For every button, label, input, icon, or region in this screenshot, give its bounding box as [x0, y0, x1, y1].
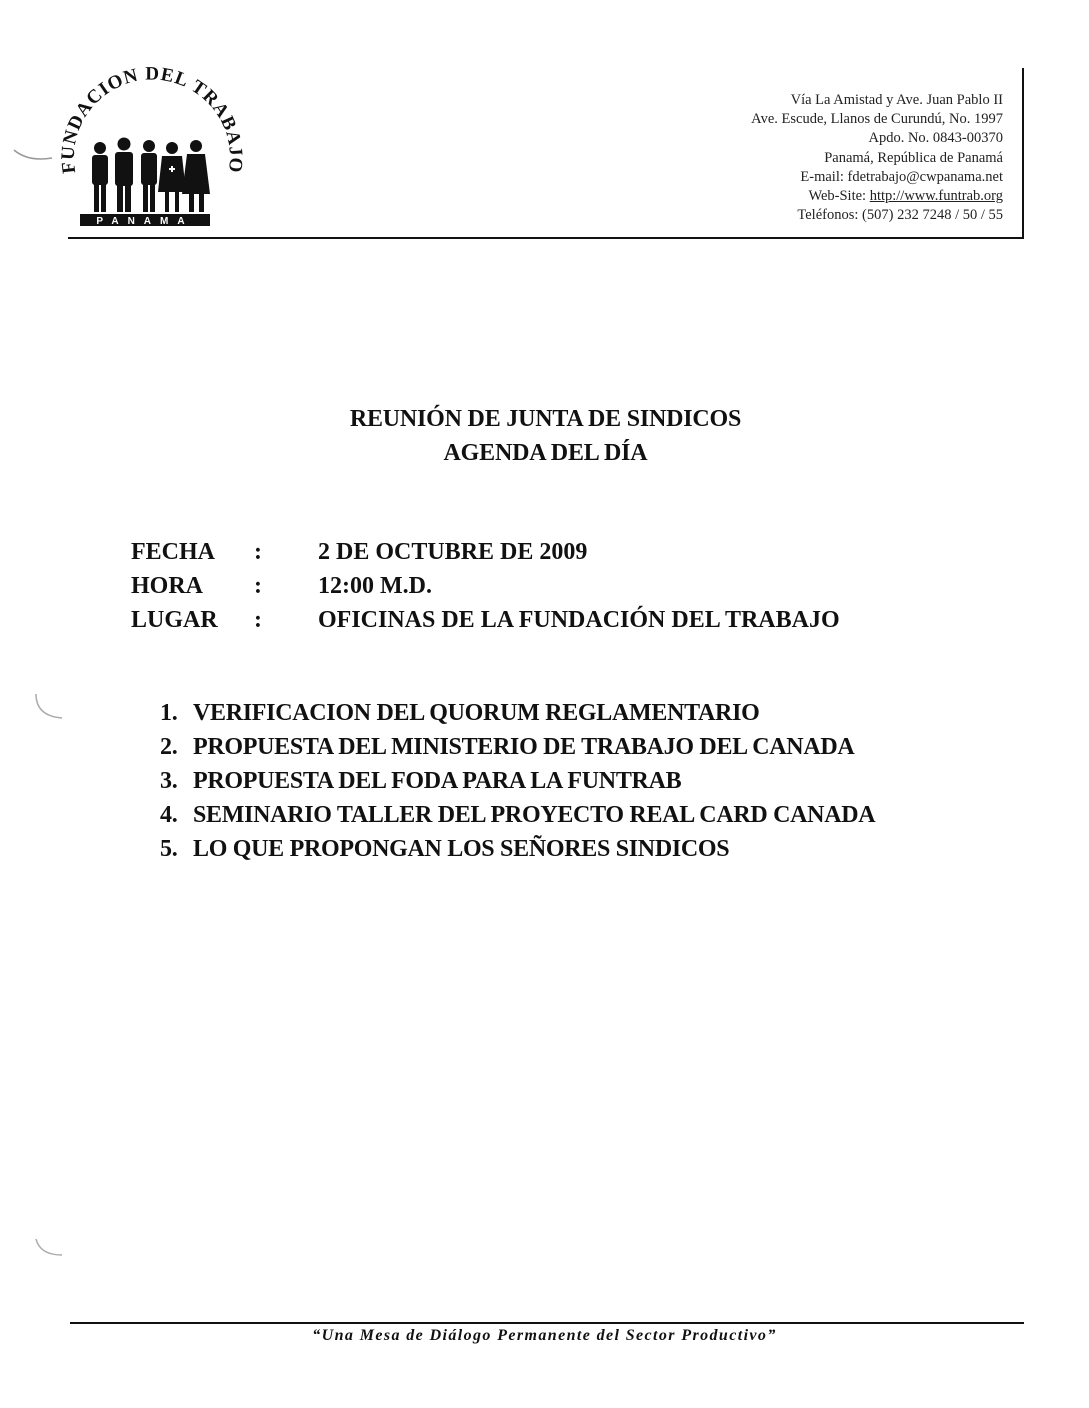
agenda-item-number: 1. — [160, 700, 178, 726]
time-label: HORA — [131, 573, 203, 599]
document-title: REUNIÓN DE JUNTA DE SINDICOS — [349, 406, 742, 432]
phone-numbers: (507) 232 7248 / 50 / 55 — [862, 207, 1003, 224]
agenda-item-text: PROPUESTA DEL MINISTERIO DE TRABAJO DEL CANADA — [193, 734, 855, 760]
workers-figures-icon — [92, 138, 210, 213]
time-separator: : — [254, 573, 262, 599]
place-separator: : — [254, 607, 262, 633]
agenda-item-number: 3. — [160, 768, 178, 794]
agenda-item-number: 2. — [160, 734, 178, 760]
website-line — [583, 187, 1003, 206]
website-link[interactable]: http://www.funtrab.org — [869, 188, 1003, 205]
address-block — [583, 91, 1003, 225]
agenda-item-text: PROPUESTA DEL FODA PARA LA FUNTRAB — [193, 768, 682, 794]
footer-divider — [70, 1322, 1024, 1324]
place-label: LUGAR — [131, 607, 218, 633]
scan-mark-icon — [30, 690, 70, 730]
scan-mark-icon — [30, 1235, 70, 1265]
phone-line — [583, 206, 1003, 225]
date-value: 2 DE OCTUBRE DE 2009 — [318, 539, 588, 565]
address-line-2: Ave. Escude, Llanos de Curundú, No. 1997 — [751, 111, 1003, 128]
footer-motto: “Una Mesa de Diálogo Permanente del Sector Productivo” — [312, 1327, 777, 1344]
address-line-4: Panamá, República de Panamá — [824, 149, 1003, 166]
agenda-item-text: SEMINARIO TALLER DEL PROYECTO REAL CARD CANADA — [193, 802, 876, 828]
address-line-3: Apdo. No. 0843-00370 — [868, 130, 1003, 147]
logo-arc-text: FUNDACION DEL TRABAJO — [57, 64, 247, 175]
email-line — [583, 168, 1003, 187]
agenda-item-text: VERIFICACION DEL QUORUM REGLAMENTARIO — [193, 700, 760, 726]
date-separator: : — [254, 539, 262, 565]
header-divider-horizontal — [68, 237, 1024, 239]
fundacion-del-trabajo-logo — [52, 64, 252, 234]
email-label: E-mail: — [800, 168, 844, 185]
scan-mark-icon — [10, 140, 60, 170]
time-value: 12:00 M.D. — [318, 573, 432, 599]
address-line-1: Vía La Amistad y Ave. Juan Pablo II — [790, 92, 1003, 108]
website-label: Web-Site: — [808, 188, 867, 205]
date-label: FECHA — [131, 539, 215, 565]
phone-label: Teléfonos: — [797, 207, 859, 224]
logo-band-text: PANAMA — [96, 216, 194, 227]
agenda-item-number: 5. — [160, 836, 178, 862]
header-divider-vertical — [1022, 68, 1024, 239]
place-value: OFICINAS DE LA FUNDACIÓN DEL TRABAJO — [318, 607, 840, 633]
email-address: fdetrabajo@cwpanama.net — [847, 168, 1003, 185]
document-subtitle: AGENDA DEL DÍA — [443, 440, 648, 466]
agenda-item-number: 4. — [160, 802, 178, 828]
agenda-item-text: LO QUE PROPONGAN LOS SEÑORES SINDICOS — [193, 836, 730, 862]
